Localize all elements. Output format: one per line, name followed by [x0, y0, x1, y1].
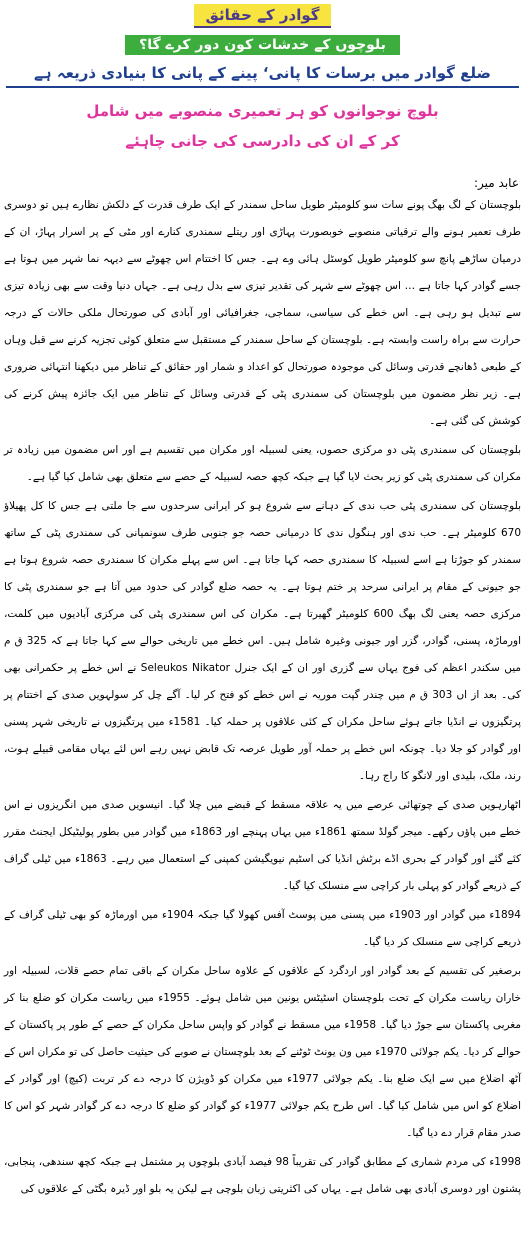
article-body: [4, 192, 521, 1203]
paragraph-intro: بلوچستان کے لگ بھگ پونے سات سو کلومیٹر طویل ساحل سمندر کے ایک طرف قدرت کے دلکش نظارے ہیں تو دوسری طرف تعمیر ہونے والے ترقیاتی منصوبے خوبصورت پہاڑی اور ریتلے سمندری کنارے اور مٹی کے پر اسرار پہاڑ، ان کے درمیان ساڑھے پانچ سو کلومیٹر طویل کوسٹل ہائی وے ہے۔ جس کا اختتام اس چھوٹے سے دیہہ نما شہر میں ہوتا ہے جسے گوادر کہا جاتا ہے … اس چھوٹے سے شہر کی تقدیر تیزی سے بدل رہی ہے۔ جہاں دنیا وقت سے بھی زیادہ تیزی سے تبدیل ہو رہی ہے۔ اس خطے کی سیاسی، سماجی، جغرافیائی اور آبادی کی صورتحال ملکی حالات کے درجہ حرارت سے براہ راست وابستہ ہے۔ بلوچستان کے ساحل سمندر کے مستقبل سے متعلق کوئی تجزیہ کرنے سے قبل وہاں کے طبعی ڈھانچے قدرتی وسائل کی موجودہ صورتحال کو اعداد و شمار اور حقائق کے تناظر میں دیکھنا انتہائی ضروری ہے۔ زیر نظر مضمون میں بلوچستان کی سمندری پٹی کے قدرتی وسائل کے تناظر میں ایک جائزہ پیش کرنے کی کوشش کی گئی ہے۔: [4, 199, 521, 427]
paragraph-coastal-division: بلوچستان کی سمندری پٹی دو مرکزی حصوں، یعنی لسبیلہ اور مکران میں تقسیم ہے اور اس مضمون میں زیادہ تر مکران کی سمندری پٹی کو زیر بحث لایا گیا ہے جبکہ کچھ حصہ لسبیلہ کے حصے سے متعلق بھی شامل کیا گیا ہے۔: [4, 444, 521, 483]
kicker-label: گوادر کے حقائق: [194, 4, 332, 28]
subheadline-line-1: بلوچ نوجوانوں کو ہر تعمیری منصوبے میں شامل: [86, 102, 439, 120]
kicker-container: [0, 0, 525, 34]
strap-headline: بلوچوں کے خدشات کون دور کرے گا؟: [125, 35, 400, 55]
author-byline: عابد میر:: [474, 176, 519, 190]
main-headline: ضلع گوادر میں برسات کا پانی‘ پینے کے پانی کا بنیادی ذریعہ ہے: [6, 62, 519, 88]
subheadline-line-2: کر کے ان کی دادرسی کی جانی چاہئے: [125, 132, 400, 150]
strap-container: [0, 34, 525, 60]
paragraph-coastline-history: بلوچستان کی سمندری پٹی حب ندی کے دہانے سے شروع ہو کر ایرانی سرحدوں سے جا ملتی ہے جس کا کل پھیلاؤ 670 کلومیٹر ہے۔ حب ندی اور ہنگول ندی کا درمیانی حصہ جو جنوبی طرف سونمیانی کی سمندری پٹی کے ساتھ سمندر کو جوڑتا ہے اسے لسبیلہ کا سمندری حصہ کہا جاتا ہے۔ اس سے پہلے مکران کا سمندری حصہ شروع ہوتا ہے جو جیونی کے مقام پر ایرانی سرحد پر ختم ہوتا ہے۔ یہ حصہ ضلع گوادر کی حدود میں آتا ہے جو سمندری پٹی کا مرکزی حصہ یعنی لگ بھگ 600 کلومیٹر گھیرتا ہے۔ مکران کی اس سمندری پٹی کی مرکزی آبادیوں میں کلمت، اورماڑہ، پسنی، گوادر، گزر اور جیونی وغیرہ شامل ہیں۔ اس خطے میں تاریخی حوالے سے کہا جاتا ہے کہ 325 ق م میں سکندر اعظم کی فوج یہاں سے گزری اور ان کے ایک جنرل Seleukos Nikator نے اس خطے پر حکمرانی بھی کی۔ بعد از اں 303 ق م میں چندر گپت موریہ نے اس خطے کو فتح کر لیا۔ آگے چل کر سولہویں صدی کے اختتام پر پرتگیزوں نے انڈیا جاتے ہوئے ساحل مکران کے کئی علاقوں پر حملہ کیا۔ 1581ء میں پرتگیزوں نے تاریخی شہر پسنی اور گوادر کو جلا دیا۔ چونکہ اس خطے پر حملہ آور طویل عرصہ تک قابض نہیں رہے اس لئے یہاں مقامی قبیلے ہوت، رند، ملک، بلیدی اور لانگو کا راج رہا۔: [4, 500, 521, 782]
paragraph-census: 1998ء کی مردم شماری کے مطابق گوادر کی تقریباً 98 فیصد آبادی بلوچوں پر مشتمل ہے جبکہ کچھ سندھی، پنجابی، پشتون اور دوسری آبادی بھی شامل ہے۔ یہاں کی اکثریتی زبان بلوچی ہے لیکن یہ بلو اور ڈیرہ بگٹی کے علاقوں کی: [4, 1156, 521, 1195]
paragraph-post-office: 1894ء میں گوادر اور 1903ء میں پسنی میں پوسٹ آفس کھولا گیا جبکہ 1904ء میں اورماڑہ کو بھی ٹیلی گراف کے ذریعے کراچی سے منسلک کر دیا گیا۔: [4, 909, 521, 948]
paragraph-british-era: اٹھارہویں صدی کے چوتھائی عرصے میں یہ علاقہ مسقط کے قبضے میں چلا گیا۔ انیسویں صدی میں انگریزوں نے اس خطے میں پاؤں رکھے۔ میجر گولڈ سمتھ 1861ء میں یہاں پہنچے اور 1863ء میں گوادر میں بطور پولیٹیکل ایجنٹ مقرر کئے گئے اور گوادر کے بحری اڈے برٹش انڈیا کی اسٹیم نیویگیشن کمپنی کے استعمال میں رہے۔ 1863ء میں ٹیلی گراف کے ذریعے گوادر کو پہلی بار کراچی سے منسلک کیا گیا۔: [4, 799, 521, 892]
paragraph-partition: برصغیر کی تقسیم کے بعد گوادر اور اردگرد کے علاقوں کے علاوہ ساحل مکران کے باقی تمام حصے قلات، لسبیلہ اور خاران ریاست مکران کے تحت بلوچستان اسٹیٹس یونین میں شامل ہوئے۔ 1955ء میں ریاست مکران کو ضلع بنا کر مغربی پاکستان سے جوڑ دیا گیا۔ 1958ء میں مسقط نے گوادر کو واپس ساحل مکران کے حصے کے طور پر پاکستان کے حوالے کر دیا۔ یکم جولائی 1970ء میں ون یونٹ ٹوٹنے کے بعد بلوچستان نے صوبے کی حیثیت حاصل کی تو مکران اس کے آٹھ اضلاع میں سے ایک ضلع بنا۔ یکم جولائی 1977ء میں مکران کو ڈویژن کا درجہ دے کر تربت (کیچ) اور گوادر کے اضلاع کو اس میں شامل کیا گیا۔ اس طرح یکم جولائی 1977ء کو گوادر کو ضلع کا درجہ دے کر گوادر شہر کو اس کا صدر مقام قرار دے دیا گیا۔: [4, 965, 522, 1139]
